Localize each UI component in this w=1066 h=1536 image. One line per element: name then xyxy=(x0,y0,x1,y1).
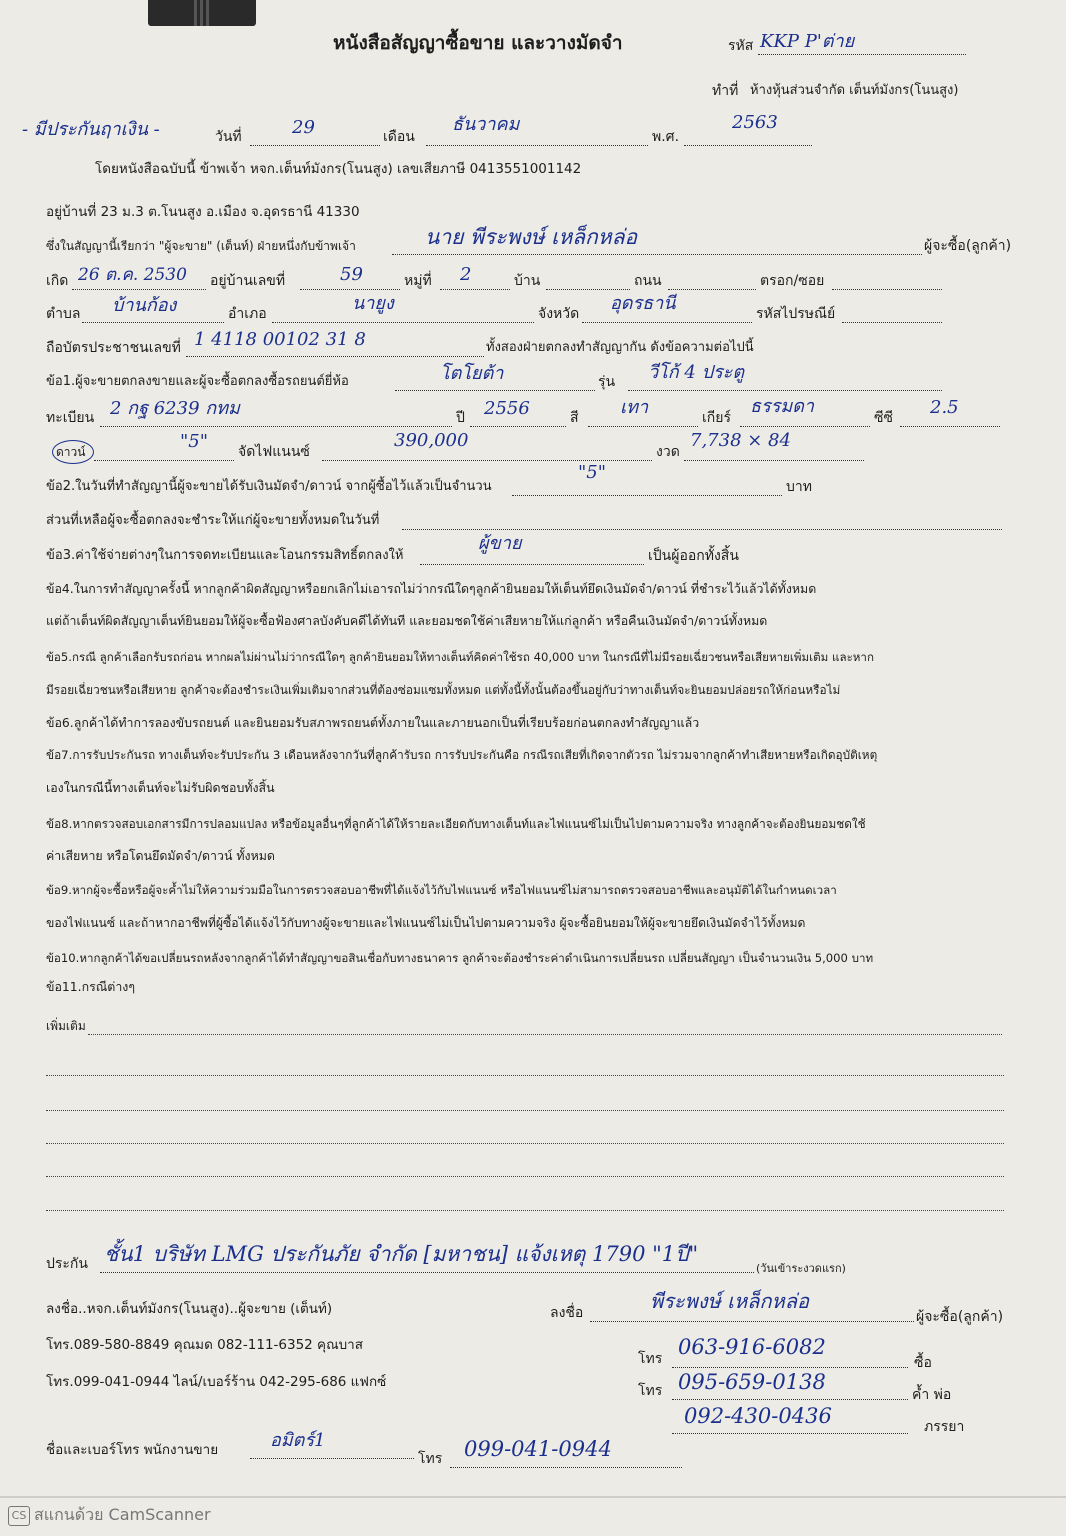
buyer-phone-3: 092-430-0436 xyxy=(684,1404,832,1428)
additional-label: เพิ่มเติม xyxy=(46,1019,86,1033)
road-dotline xyxy=(668,289,756,290)
road-label: ถนน xyxy=(634,273,662,289)
buyer-tel-dotline-2 xyxy=(672,1399,908,1400)
year-label-vehicle: ปี xyxy=(456,410,465,426)
buyer-name-dotline xyxy=(392,254,922,255)
staff-tel-label: โทร xyxy=(418,1451,443,1467)
clause9-line2: ของไฟแนนซ์ และถ้าหากอาชีพที่ผู้ซื้อได้แจ้งไว้กับทางผู้จะขายและไฟแนนซ์ไม่เป็นไปตามความจริง ผู้จะซื้อยินยอมให้ผู้จะขายยึดเงินมัดจำไว้ทั้งหมด xyxy=(46,916,806,930)
month-dotline xyxy=(426,145,648,146)
buyer-tel-dotline-3 xyxy=(672,1433,908,1434)
day-label: วันที่ xyxy=(215,129,242,145)
installment-dotline xyxy=(684,460,864,461)
finance-dotline xyxy=(322,460,652,461)
day-value: 29 xyxy=(292,117,315,138)
clause1-text: ข้อ1.ผู้จะขายตกลงขายและผู้จะซื้อตกลงซื้อรถยนต์ยี่ห้อ xyxy=(46,374,349,389)
finance-label: จัดไฟแนนซ์ xyxy=(238,444,310,460)
camscanner-badge: CS xyxy=(8,1506,30,1526)
clause4-line1: ข้อ4.ในการทำสัญญาครั้งนี้ หากลูกค้าผิดสัญญาหรือยกเลิกไม่เอารถไม่ว่ากรณีใดๆลูกค้ายินยอมให้เต็นท์ยึดเงินมัดจำ/ดาวน์ ที่ชำระไว้แล้วได้ทั้งหมด xyxy=(46,581,817,596)
soi-label: ตรอก/ซอย xyxy=(760,273,825,289)
seller-address: อยู่บ้านที่ 23 ม.3 ต.โนนสูง อ.เมือง จ.อุดรธานี 41330 xyxy=(46,204,360,220)
moo-label: หมู่ที่ xyxy=(404,273,432,289)
staff-name-dotline xyxy=(250,1458,414,1459)
buyer-role-label: ผู้จะซื้อ(ลูกค้า) xyxy=(924,238,1012,254)
vehicle-year: 2556 xyxy=(484,398,530,419)
house-label: อยู่บ้านเลขที่ xyxy=(210,273,286,289)
clause3-dotline xyxy=(420,564,644,565)
province-value: อุดรธานี xyxy=(610,293,676,314)
month-label: เดือน xyxy=(383,129,415,145)
village-dotline xyxy=(546,289,630,290)
model-label: รุ่น xyxy=(598,374,616,390)
province-dotline xyxy=(582,322,752,323)
installment-value: 7,738 × 84 xyxy=(690,430,791,451)
staff-label: ชื่อและเบอร์โทร พนักงานขาย xyxy=(46,1442,219,1458)
postal-dotline xyxy=(842,322,942,323)
insurance-note: - มีประกันฤาเงิน - xyxy=(22,119,160,140)
camscanner-text: สแกนด้วย CamScanner xyxy=(34,1505,211,1524)
buyer-role: ผู้จะซื้อ(ลูกค้า) xyxy=(916,1309,1004,1325)
remain-dotline xyxy=(402,529,1002,530)
reg-dotline xyxy=(100,426,452,427)
buyer-line-prefix: ซึ่งในสัญญานี้เรียกว่า "ผู้จะขาย" (เต็นท์) ฝ่ายหนึ่งกับข้าพเจ้า xyxy=(46,239,356,253)
vehicle-model: วีโก้ 4 ประตู xyxy=(648,362,745,383)
place-label: ทำที่ xyxy=(712,83,739,99)
year-label: พ.ศ. xyxy=(652,129,680,145)
district-label: อำเภอ xyxy=(228,306,267,322)
house-dotline xyxy=(300,289,400,290)
staff-phone: 099-041-0944 xyxy=(464,1437,612,1461)
code-value: KKP P'ต่าย xyxy=(760,31,855,52)
district-value: นายูง xyxy=(352,293,394,314)
clause4-line2: แต่ถ้าเต็นท์ผิดสัญญาเต็นท์ยินยอมให้ผู้จะซื้อฟ้องศาลบังคับคดีได้ทันที และยอมชดใช้ค่าเสียหายให้แก่ลูกค้า หรือคืนเงินมัดจำ/ดาวน์ทั้งหมด xyxy=(46,613,768,628)
additional-line-4 xyxy=(46,1143,1004,1144)
id-dotline xyxy=(186,356,484,357)
additional-line-2 xyxy=(46,1075,1004,1076)
buyer-phone-2-note: ค้ำ พ่อ xyxy=(912,1387,952,1403)
buyer-name: นาย พีระพงษ์ เหล็กหล่อ xyxy=(425,225,638,249)
buyer-signature: พีระพงษ์ เหล็กหล่อ xyxy=(650,1289,809,1313)
clause11: ข้อ11.กรณีต่างๆ xyxy=(46,979,135,994)
staff-phone-dotline xyxy=(450,1467,682,1468)
clause10: ข้อ10.หากลูกค้าได้ขอเปลี่ยนรถหลังจากลูกค้าได้ทำสัญญาขอสินเชื่อกับทางธนาคาร ลูกค้าจะต้องชำระค่าดำเนินการเปลี่ยนรถ เปลี่ยนสัญญา เป็นจำนวนเงิน 5,000 บาท xyxy=(46,951,874,965)
buyer-tel-label-2: โทร xyxy=(638,1383,663,1399)
clause3-value: ผู้ขาย xyxy=(478,533,522,554)
additional-line-5 xyxy=(46,1176,1004,1177)
subdistrict-dotline xyxy=(82,322,224,323)
document-title: หนังสือสัญญาซื้อขาย และวางมัดจำ xyxy=(333,32,623,54)
code-dotline xyxy=(758,54,966,55)
clause2-unit: บาท xyxy=(786,479,812,495)
buyer-phone-1-note: ซื้อ xyxy=(914,1355,932,1371)
vehicle-color: เทา xyxy=(620,397,649,418)
cc-label: ซีซี xyxy=(874,410,894,426)
clause5-line2: มีรอยเฉี่ยวชนหรือเสียหาย ลูกค้าจะต้องชำระเงินเพิ่มเติมจากส่วนที่ต้องซ่อมแซมทั้งหมด แต่ทั้งนี้ทั้งนั้นต้องขึ้นอยู่กับว่าทางเต็นท์จะยินยอมปล่อยรถให้ก่อนหรือไม่ xyxy=(46,683,841,697)
seller-phone-2: โทร.099-041-0944 ไลน์/เบอร์ร้าน 042-295-686 แฟกซ์ xyxy=(46,1374,387,1390)
year-value: 2563 xyxy=(732,112,778,133)
soi-dotline xyxy=(832,289,942,290)
province-label: จังหวัด xyxy=(538,306,580,322)
vyear-dotline xyxy=(470,426,566,427)
page-fold xyxy=(0,1496,1066,1498)
gear-label: เกียร์ xyxy=(702,410,731,426)
buyer-sign-label: ลงชื่อ xyxy=(550,1305,584,1321)
buyer-phone-1: 063-916-6082 xyxy=(678,1335,826,1359)
brand-dotline xyxy=(395,390,595,391)
buyer-tel-dotline-1 xyxy=(672,1367,908,1368)
additional-line-1 xyxy=(88,1034,1002,1035)
subdistrict-label: ตำบล xyxy=(46,306,81,322)
reg-label: ทะเบียน xyxy=(46,410,95,426)
model-dotline xyxy=(628,390,942,391)
clause2-text: ข้อ2.ในวันที่ทำสัญญานี้ผู้จะขายได้รับเงินมัดจำ/ดาวน์ จากผู้ซื้อไว้แล้วเป็นจำนวน xyxy=(46,479,492,494)
village-label: บ้าน xyxy=(514,273,541,289)
camscanner-watermark xyxy=(8,1503,211,1525)
buyer-sign-dotline xyxy=(590,1321,914,1322)
clause2-dotline xyxy=(512,495,782,496)
buyer-tel-label-1: โทร xyxy=(638,1351,663,1367)
month-value: ธันวาคม xyxy=(452,114,520,135)
vehicle-reg: 2 กฐ 6239 กทม xyxy=(110,398,240,419)
gear-dotline xyxy=(740,426,870,427)
insurance-dotline xyxy=(100,1272,754,1273)
birth-label: เกิด xyxy=(46,273,69,289)
day-dotline xyxy=(250,145,380,146)
clause6: ข้อ6.ลูกค้าได้ทำการลองขับรถยนต์ และยินยอมรับสภาพรถยนต์ทั้งภายในและภายนอกเป็นที่เรียบร้อยก่อนตกลงทำสัญญาแล้ว xyxy=(46,715,700,730)
color-dotline xyxy=(588,426,698,427)
birth-value: 26 ต.ค. 2530 xyxy=(78,265,187,285)
subdistrict-value: บ้านก้อง xyxy=(112,295,177,316)
id-label: ถือบัตรประชาชนเลขที่ xyxy=(46,340,181,356)
postal-label: รหัสไปรษณีย์ xyxy=(756,306,836,322)
clause9-line1: ข้อ9.หากผู้จะซื้อหรือผู้จะค้ำไม่ให้ความร่วมมือในการตรวจสอบอาชีพที่ได้แจ้งไว้กับไฟแนนซ์ หรือไฟแนนซ์ไม่สามารถตรวจสอบอาชีพและอนุมัติได้ในกำหนดเวลา xyxy=(46,883,837,897)
seller-intro: โดยหนังสือฉบับนี้ ข้าพเจ้า หจก.เต็นท์มังกร(โนนสูง) เลขเสียภาษี 0413551001142 xyxy=(95,161,582,177)
clause5-line1: ข้อ5.กรณี ลูกค้าเลือกรับรถก่อน หากผลไม่ผ่านไม่ว่ากรณีใดๆ ลูกค้ายินยอมให้ทางเต็นท์คิดค่าใช้รถ 40,000 บาท ในกรณีที่ไม่มีรอยเฉี่ยวชนหรือเสียหายเพิ่มเติม และหาก xyxy=(46,650,874,664)
seller-phone-1: โทร.089-580-8849 คุณมด 082-111-6352 คุณบาส xyxy=(46,1337,363,1353)
clause7-line1: ข้อ7.การรับประกันรถ ทางเต็นท์จะรับประกัน 3 เดือนหลังจากวันที่ลูกค้ารับรถ การรับประกันคือ กรณีรถเสียที่เกิดจากตัวรถ ไม่รวมจากลูกค้าทำเสียหายหรือเกิดอุบัติเหตุ xyxy=(46,748,878,762)
clause7-line2: เองในกรณีนี้ทางเต็นท์จะไม่รับผิดชอบทั้งสิ้น xyxy=(46,780,275,795)
clause2-value: "5" xyxy=(578,462,607,483)
moo-dotline xyxy=(440,289,510,290)
paper-clip xyxy=(148,0,256,26)
additional-line-3 xyxy=(46,1110,1004,1111)
vehicle-gear: ธรรมดา xyxy=(750,396,814,417)
seller-sign-line: ลงชื่อ..หจก.เต็นท์มังกร(โนนสูง)..ผู้จะขาย (เต็นท์) xyxy=(46,1301,333,1317)
staff-name: อมิตร์1 xyxy=(270,1430,326,1451)
down-label: ดาวน์ xyxy=(56,445,86,459)
insurance-value: ชั้น1 บริษัท LMG ประกันภัย จำกัด [มหาชน] แจ้งเหตุ 1790 "1ปี" xyxy=(104,1242,699,1266)
buyer-phone-3-note: ภรรยา xyxy=(924,1419,965,1435)
down-dotline xyxy=(94,460,234,461)
place-value: ห้างหุ้นส่วนจำกัด เต็นท์มังกร(โนนสูง) xyxy=(750,83,959,98)
year-dotline xyxy=(684,145,812,146)
clause3-suffix: เป็นผู้ออกทั้งสิ้น xyxy=(648,548,739,564)
vehicle-brand: โตโยต้า xyxy=(440,363,504,384)
clause3-text: ข้อ3.ค่าใช้จ่ายต่างๆในการจดทะเบียนและโอนกรรมสิทธิ์ตกลงให้ xyxy=(46,548,404,563)
remain-text: ส่วนที่เหลือผู้จะซื้อตกลงจะชำระให้แก่ผู้จะขายทั้งหมดในวันที่ xyxy=(46,513,380,528)
insurance-suffix: (วันเข้าระงวดแรก) xyxy=(756,1262,846,1275)
id-value: 1 4118 00102 31 8 xyxy=(194,329,366,350)
buyer-phone-2: 095-659-0138 xyxy=(678,1370,826,1394)
district-dotline xyxy=(272,322,534,323)
insurance-label: ประกัน xyxy=(46,1256,88,1272)
additional-line-6 xyxy=(46,1210,1004,1211)
code-label: รหัส xyxy=(728,38,754,54)
color-label: สี xyxy=(570,410,579,426)
clause8-line2: ค่าเสียหาย หรือโดนยึดมัดจำ/ดาวน์ ทั้งหมด xyxy=(46,848,275,863)
house-value: 59 xyxy=(340,264,363,285)
moo-value: 2 xyxy=(460,264,472,285)
down-value: "5" xyxy=(180,431,209,452)
vehicle-cc: 2.5 xyxy=(930,397,959,418)
agree-text: ทั้งสองฝ่ายตกลงทำสัญญากัน ดังข้อความต่อไปนี้ xyxy=(486,340,754,355)
clause8-line1: ข้อ8.หากตรวจสอบเอกสารมีการปลอมแปลง หรือข้อมูลอื่นๆที่ลูกค้าได้ให้รายละเอียดกับทางเต็นท์และไฟแนนซ์ไม่เป็นไปตามความจริง ทางลูกค้าจะต้องยินยอมชดใช้ xyxy=(46,817,866,831)
birth-dotline xyxy=(72,289,206,290)
installment-label: งวด xyxy=(656,444,680,460)
cc-dotline xyxy=(900,426,1000,427)
finance-value: 390,000 xyxy=(394,430,469,451)
